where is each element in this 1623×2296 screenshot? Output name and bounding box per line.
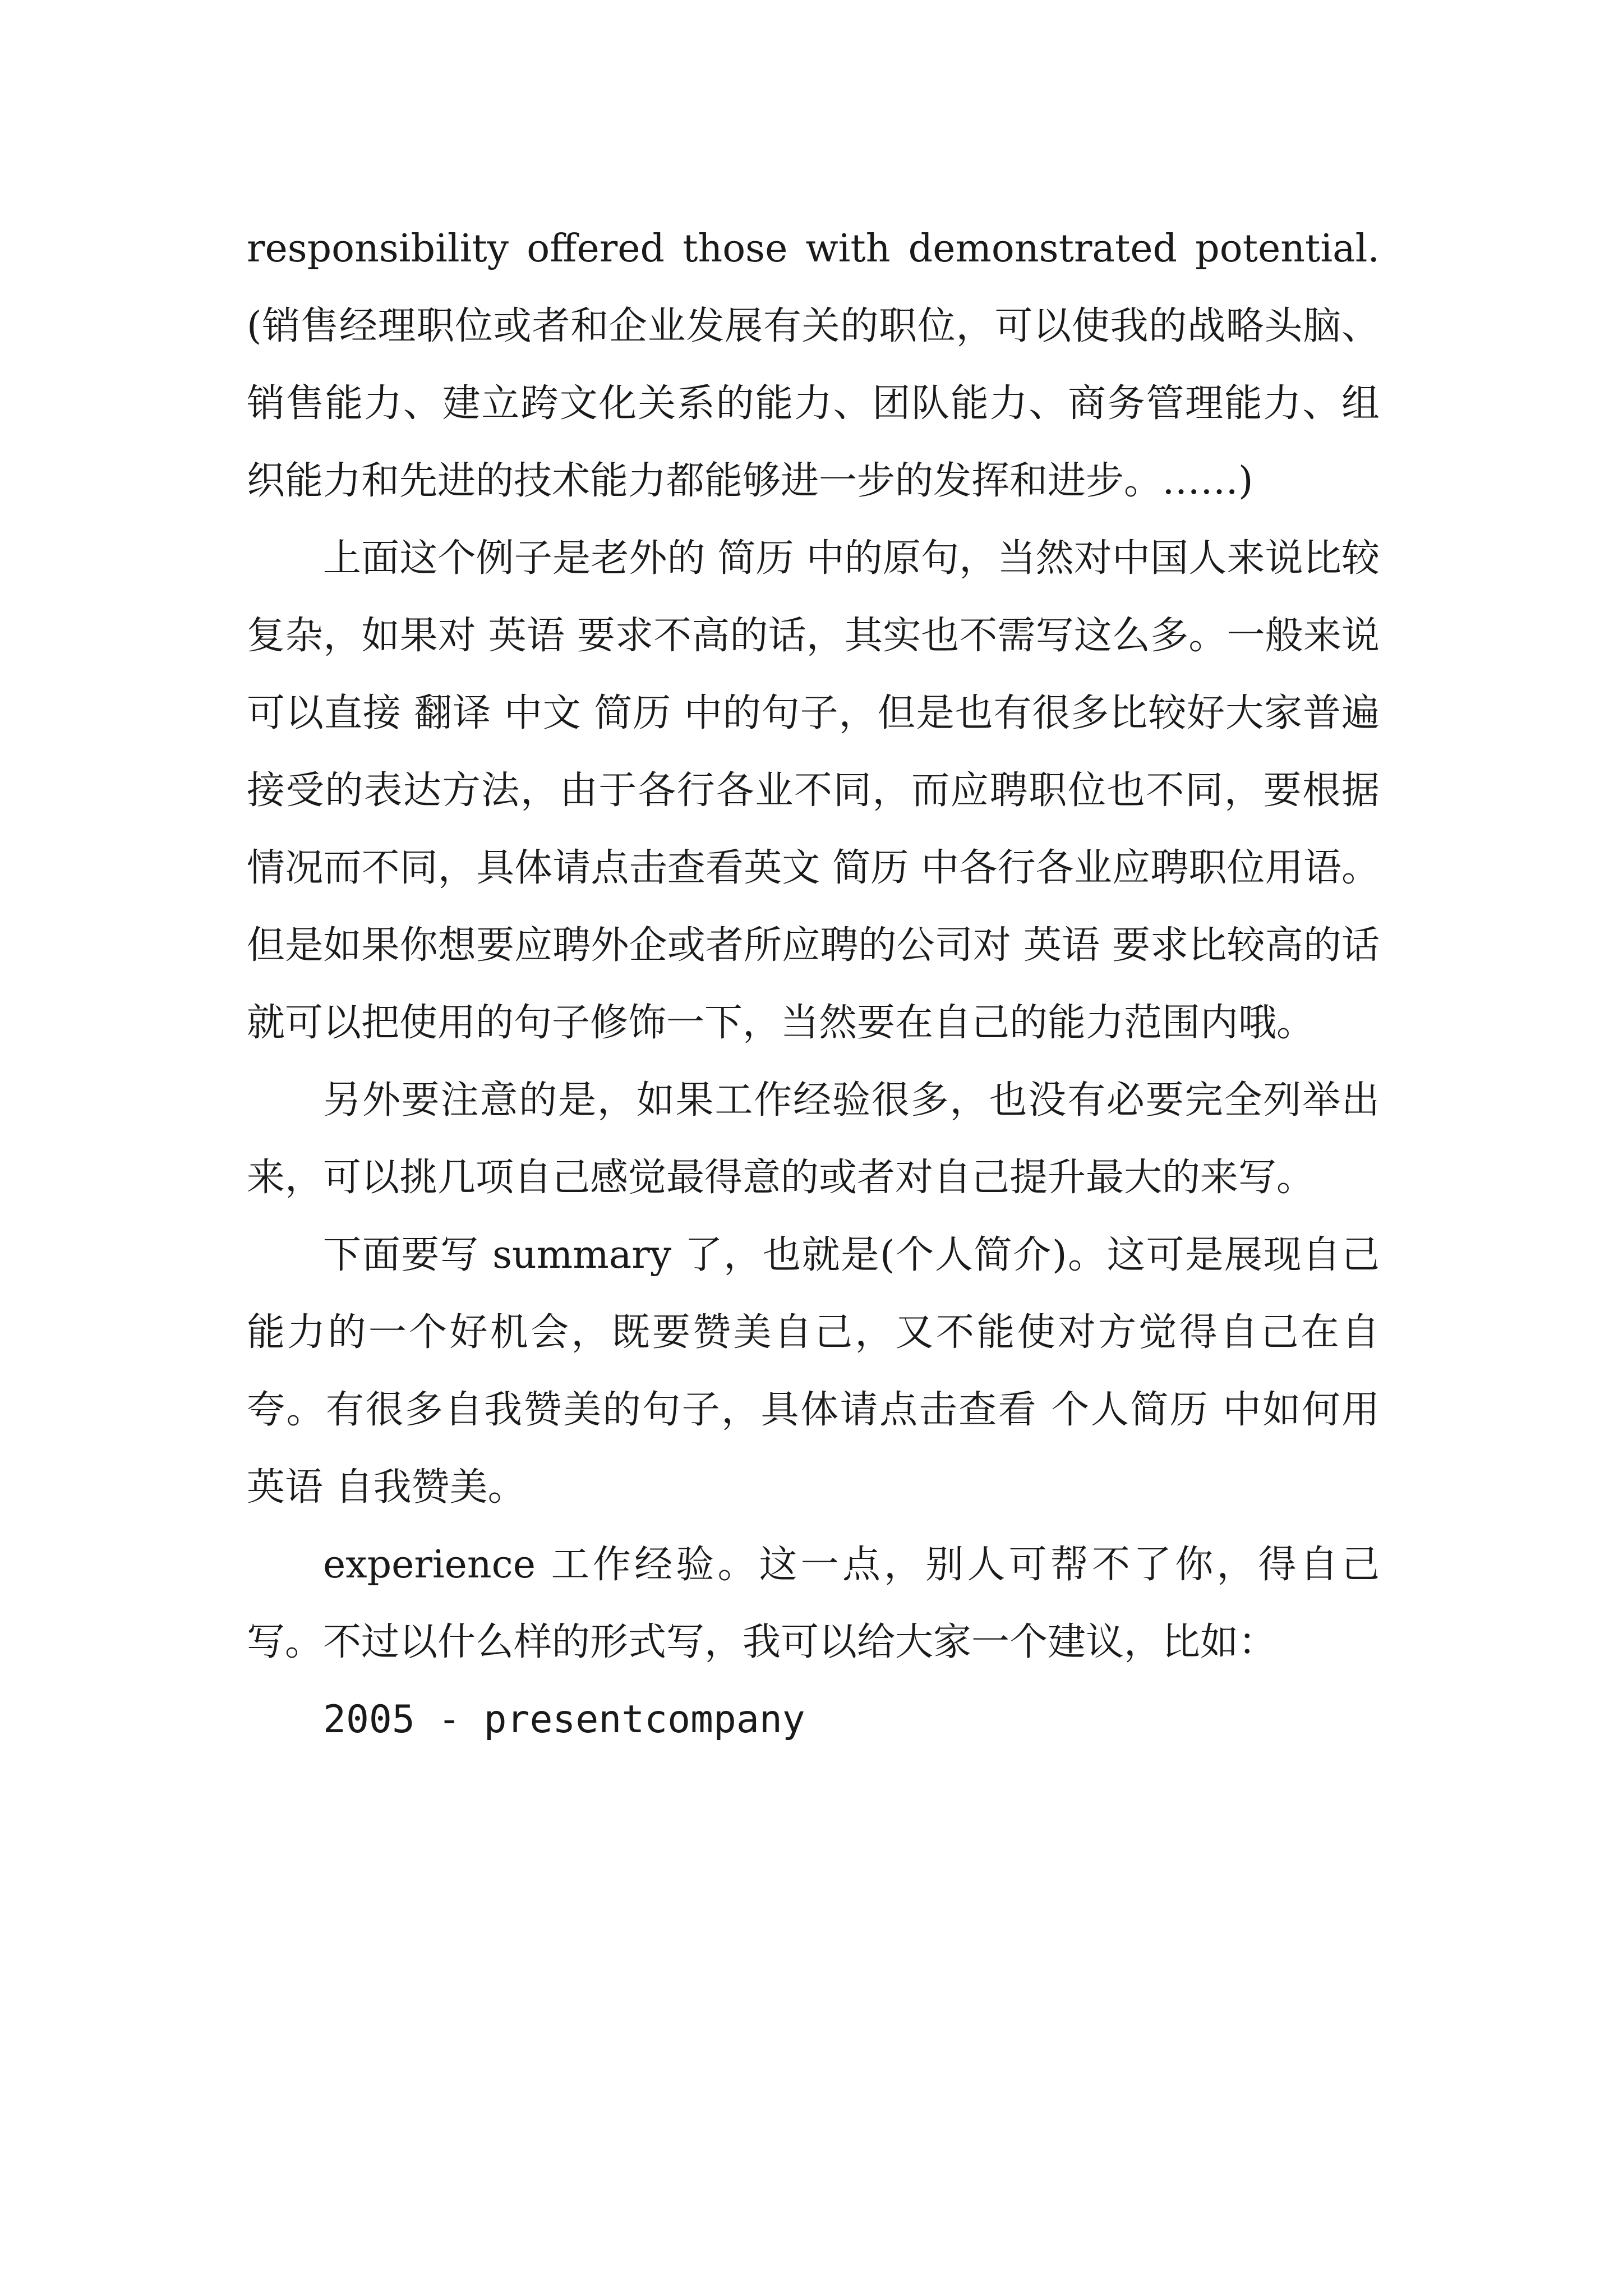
paragraph-example-explanation: 上面这个例子是老外的 简历 中的原句，当然对中国人来说比较复杂，如果对 英语 要求不高的话，其实也不需写这么多。一般来说可以直接 翻译 中文 简历 中的句子，但是也有很多比较好大家普遍接受的表达方法，由于各行各业不同，而应聘职位也不同，要根据情况而不同，具体请点击查看英文 简历 中各行各业应聘职位用语。但是如果你想要应聘外企或者所应聘的公司对 英语 要求比较高的话就可以把使用的句子修饰一下，当然要在自己的能力范围内哦。 <box>247 536 1380 1045</box>
document-body <box>247 210 1380 1759</box>
paragraph-experience: experience 工作经验。这一点，别人可帮不了你，得自己写。不过以什么样的形式写，我可以给大家一个建议，比如： <box>247 1543 1380 1664</box>
paragraph-summary: 下面要写 summary 了，也就是(个人简介)。这可是展现自己能力的一个好机会，既要赞美自己，又不能使对方觉得自己在自夸。有很多自我赞美的句子，具体请点击查看 个人简历 中如何用 英语 自我赞美。 <box>247 1233 1380 1510</box>
paragraph-date-line: 2005 - presentcompany <box>323 1697 805 1742</box>
paragraph-experience-note: 另外要注意的是，如果工作经验很多，也没有必要完全列举出来，可以挑几项自己感觉最得意的或者对自己提升最大的来写。 <box>247 1078 1380 1200</box>
paragraph-continuation: responsibility offered those with demonstrated potential. (销售经理职位或者和企业发展有关的职位，可以使我的战略头脑、销售能力、建立跨文化关系的能力、团队能力、商务管理能力、组织能力和先进的技术能力都能够进一步的发挥和进步。……) <box>247 227 1380 503</box>
